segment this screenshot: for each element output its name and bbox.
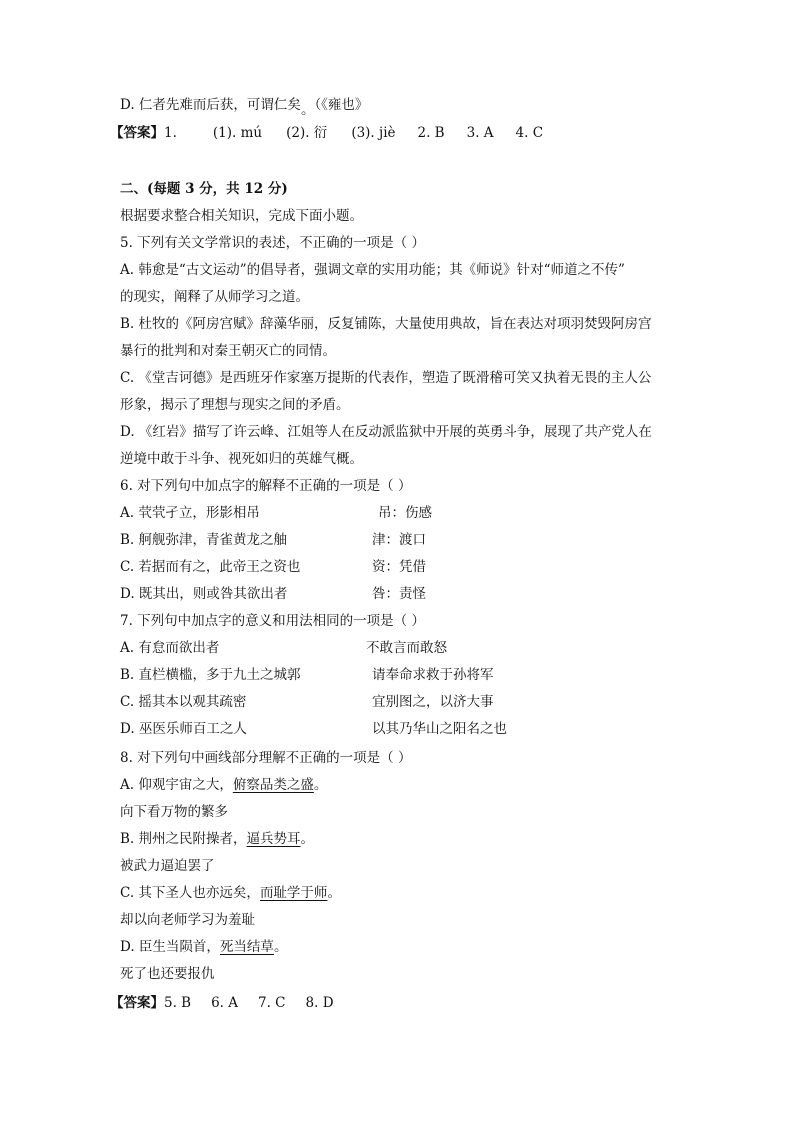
question-5-option-c: C. 《堂吉诃德》是西班牙作家塞万提斯的代表作，塑造了既滑稽可笑又执着无畏的主人公	[120, 370, 652, 386]
answer-item: 2. B	[417, 125, 445, 141]
question-6-option-d: D. 既其出，则或咎其欲出者	[120, 586, 288, 602]
answer-item: 4. C	[515, 125, 544, 141]
section-instruction: 根据要求整合相关知识，完成下面小题。	[120, 208, 363, 224]
source-citation: （《雍也》	[314, 97, 369, 113]
question-7-compare-b: 请奉命求救于孙将军	[372, 667, 494, 683]
section-heading: 二、(每题 3 分，共 12 分)	[120, 181, 288, 197]
answer-line-1	[110, 124, 543, 142]
option-text: D. 臣生当陨首，	[120, 939, 220, 955]
underlined-phrase: 死当结草	[219, 939, 274, 955]
option-text: A. 仰观宇宙之大，	[120, 777, 233, 793]
question-8-option-b	[120, 830, 314, 848]
question-6-gloss-c: 资：凭借	[372, 559, 426, 575]
question-7-compare-d: 以其乃华山之阳名之也	[372, 721, 507, 737]
answer-item: 1.	[164, 125, 177, 141]
answer-item: (2). 衍	[286, 125, 328, 141]
option-text: 。	[313, 777, 328, 793]
question-5-stem: 5. 下列有关文学常识的表述，不正确的一项是（ ）	[120, 235, 425, 251]
answer-item: 5. B	[164, 995, 192, 1011]
question-7-compare-a: 不敢言而敢怒	[366, 640, 447, 656]
question-5-option-d-cont: 逆境中敢于斗争、视死如归的英雄气概。	[120, 451, 363, 467]
underlined-phrase: 俯察品类之盛	[232, 777, 314, 793]
question-5-option-d: D. 《红岩》描写了许云峰、江姐等人在反动派监狱中开展的英勇斗争，展现了共产党人在	[120, 424, 652, 440]
answer-label: 【答案】	[110, 995, 164, 1011]
answer-item: 3. A	[466, 125, 494, 141]
question-6-stem: 6. 对下列句中加点字的解释不正确的一项是（ ）	[120, 478, 412, 494]
answer-item: (1). mú	[212, 125, 263, 141]
question-7-stem: 7. 下列句中加点字的意义和用法相同的一项是（ ）	[120, 613, 425, 629]
answer-item: 8. D	[305, 995, 334, 1011]
question-8-explanation-d: 死了也还要报仇	[120, 966, 215, 982]
question-6-gloss-b: 津：渡口	[372, 532, 426, 548]
question-6-gloss-d: 咎：责怪	[372, 586, 426, 602]
question-8-stem: 8. 对下列句中画线部分理解不正确的一项是（ ）	[120, 750, 412, 766]
answer-item: 6. A	[211, 995, 239, 1011]
question-7-option-a: A. 有怠而欲出者	[120, 640, 220, 656]
option-text: 。	[273, 939, 288, 955]
question-8-explanation-c: 却以向老师学习为羞耻	[120, 912, 255, 928]
question-7-option-d: D. 巫医乐师百工之人	[120, 721, 247, 737]
question-option-d	[120, 96, 369, 118]
question-8-explanation-a: 向下看万物的繁多	[120, 804, 228, 820]
answer-item: (3). jiè	[351, 125, 396, 141]
question-5-option-c-cont: 形象，揭示了理想与现实之间的矛盾。	[120, 397, 350, 413]
option-text: D. 仁者先难而后获，可谓仁矣	[120, 97, 301, 113]
period-mark: 。	[300, 102, 315, 118]
question-7-option-c: C. 摇其本以观其疏密	[120, 694, 247, 710]
answer-item: 7. C	[258, 995, 286, 1011]
question-8-option-c	[120, 884, 341, 902]
answer-line-2	[110, 994, 334, 1012]
question-5-option-a-cont: 的现实，阐释了从师学习之道。	[120, 289, 309, 305]
question-5-option-b-cont: 暴行的批判和对秦王朝灭亡的同情。	[120, 343, 336, 359]
question-6-gloss-a: 吊：伤感	[378, 505, 432, 521]
question-7-compare-c: 宜别图之，以济大事	[372, 694, 494, 710]
answer-label: 【答案】	[110, 125, 164, 141]
question-8-option-a	[120, 776, 327, 794]
underlined-phrase: 逼兵势耳	[246, 831, 301, 847]
option-text: 。	[327, 885, 341, 901]
question-6-option-b: B. 舸舰弥津，青雀黄龙之舳	[120, 532, 288, 548]
question-8-option-d	[120, 938, 287, 956]
question-8-explanation-b: 被武力逼迫罢了	[120, 858, 215, 874]
question-5-option-a: A. 韩愈是“古文运动”的倡导者，强调文章的实用功能；其《师说》针对“师道之不传”	[120, 262, 625, 278]
question-5-option-b: B. 杜牧的《阿房宫赋》辞藻华丽，反复铺陈，大量使用典故，旨在表达对项羽焚毁阿房宫	[120, 316, 652, 332]
question-7-option-b: B. 直栏横槛，多于九土之城郭	[120, 667, 301, 683]
option-text: B. 荆州之民附操者，	[120, 831, 247, 847]
underlined-phrase: 而耻学于师	[259, 885, 328, 901]
option-text: C. 其下圣人也亦远矣，	[120, 885, 260, 901]
option-text: 。	[300, 831, 315, 847]
question-6-option-a: A. 茕茕孑立，形影相吊	[120, 505, 260, 521]
question-6-option-c: C. 若据而有之，此帝王之资也	[120, 559, 301, 575]
